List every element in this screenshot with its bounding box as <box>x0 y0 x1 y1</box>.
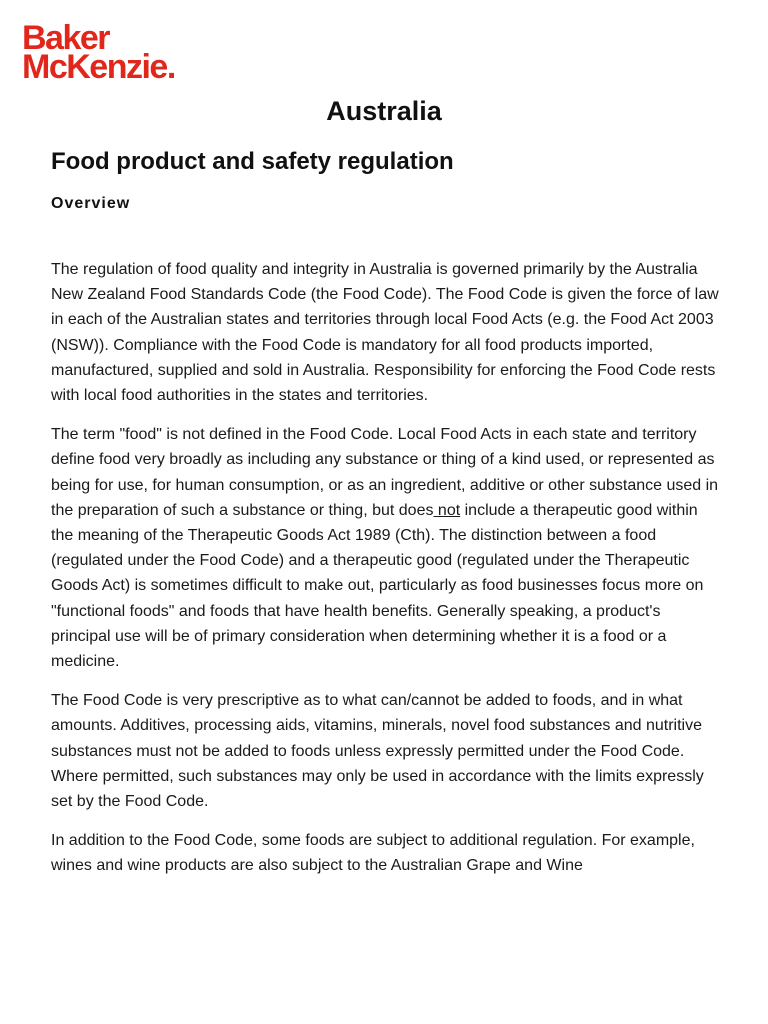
subsection-heading: Overview <box>51 195 131 212</box>
paragraph-2 <box>51 422 721 674</box>
section-title: Food product and safety regulation <box>51 148 454 175</box>
paragraph-4: In addition to the Food Code, some foods are subject to additional regulation. For example, wines and wine products are also subject to the Australian Grape and Wine <box>51 832 695 875</box>
underlined-word: not <box>433 501 461 519</box>
logo-name: McKenzie <box>22 48 167 86</box>
country-heading: Australia <box>326 96 442 126</box>
logo-dot: . <box>166 48 175 86</box>
baker-mckenzie-logo <box>22 19 175 86</box>
logo-line-1: Baker <box>22 19 110 57</box>
paragraph-2-part-2: include a therapeutic good within the meaning of the Therapeutic Goods Act 1989 (Cth). The distinction between a food (regulated under the Food Code) and a therapeutic good (regulated under the Therapeutic Goods Act) is sometimes difficult to make out, particularly as food businesses focus more on "functional foods" and foods that have health benefits. Generally speaking, a product's principal use will be of primary consideration when determining whether it is a food or a medicine. <box>51 501 704 671</box>
paragraph-1: The regulation of food quality and integrity in Australia is governed primarily by the Australia New Zealand Food Standards Code (the Food Code). The Food Code is given the force of law in each of the Australian states and territories through local Food Acts (e.g. the Food Act 2003 (NSW)). Compliance with the Food Code is mandatory for all food products imported, manufactured, supplied and sold in Australia. Responsibility for enforcing the Food Code rests with local food authorities in the states and territories. <box>51 261 719 405</box>
document-body <box>51 257 721 893</box>
logo-line-2 <box>22 48 175 86</box>
paragraph-3: The Food Code is very prescriptive as to what can/cannot be added to foods, and in what amounts. Additives, processing aids, vitamins, minerals, novel food substances and nutritive substances must not be added to foods unless expressly permitted under the Food Code. Where permitted, such substances may only be used in accordance with the limits expressly set by the Food Code. <box>51 692 704 811</box>
paragraph-2-part-1: The term "food" is not defined in the Food Code. Local Food Acts in each state and territory define food very broadly as including any substance or thing of a kind used, or represented as being for use, for human consumption, or as an ingredient, additive or other substance used in the preparation of such a substance or thing, but does <box>51 426 719 519</box>
